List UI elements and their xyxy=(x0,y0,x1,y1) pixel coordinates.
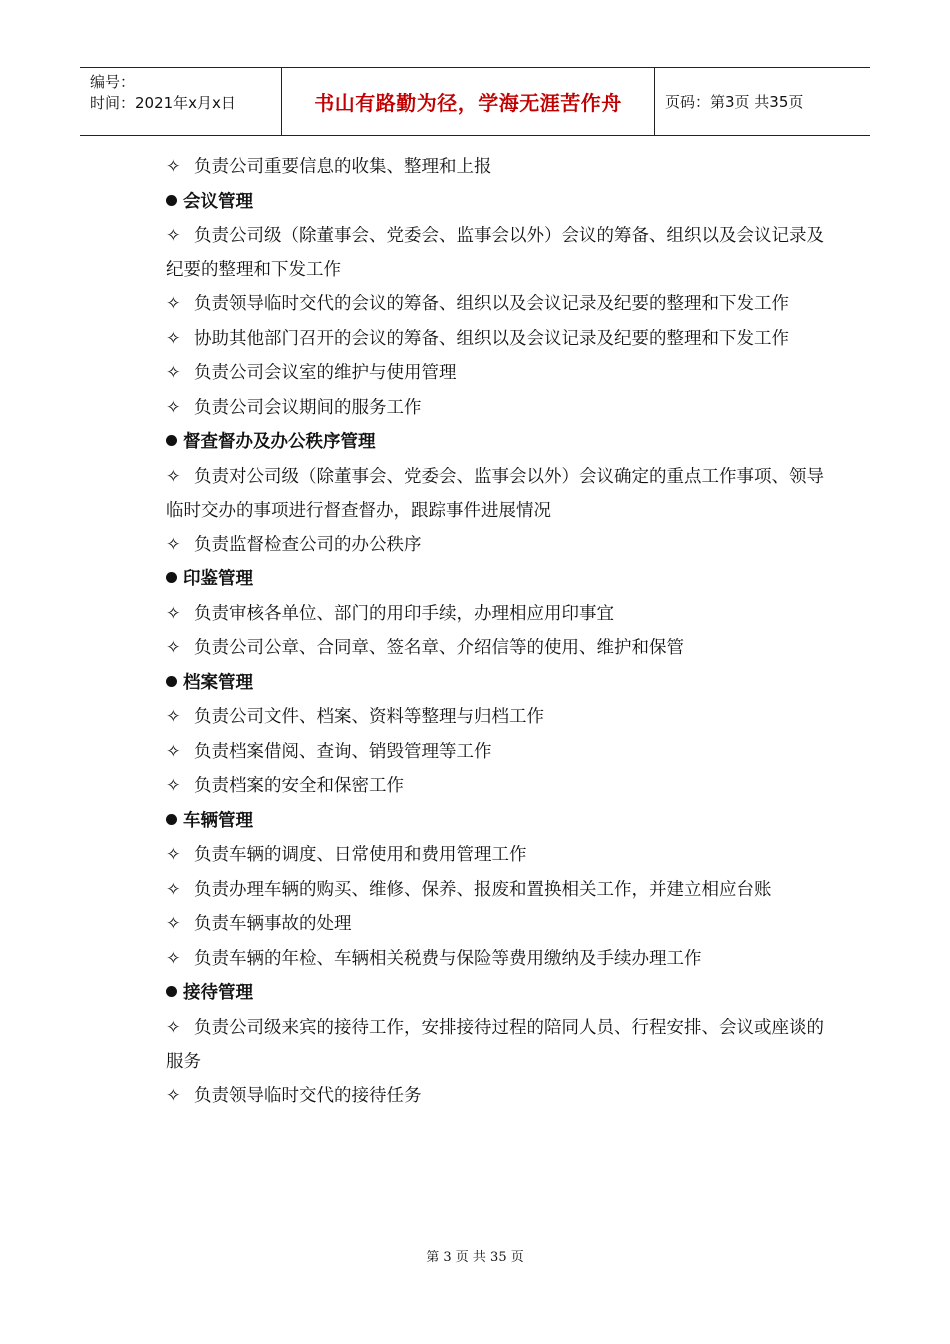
diamond-star-icon: ✧ xyxy=(166,914,181,934)
list-item-text: 负责公司公章、合同章、签名章、介绍信等的使用、维护和保管 xyxy=(194,638,684,658)
page-footer: 第 3 页 共 35 页 xyxy=(426,1250,524,1265)
list-item-text: 负责监督检查公司的办公秩序 xyxy=(194,534,422,555)
header-page-info: 页码：第3页 共35页 xyxy=(665,93,804,111)
list-item-text: 负责档案借阅、查询、销毁管理等工作 xyxy=(194,741,492,762)
section-heading-text: 会议管理 xyxy=(183,191,253,212)
diamond-star-icon: ✧ xyxy=(166,226,181,246)
diamond-star-icon: ✧ xyxy=(166,741,181,762)
list-item xyxy=(166,150,826,185)
section-heading-text: 档案管理 xyxy=(183,672,253,693)
header-meta xyxy=(80,68,282,135)
bullet-dot-icon xyxy=(166,814,177,825)
list-item xyxy=(166,873,826,908)
diamond-star-icon: ✧ xyxy=(166,879,181,900)
bullet-dot-icon xyxy=(166,986,177,997)
section-heading xyxy=(166,185,826,220)
list-item xyxy=(166,700,826,735)
list-item xyxy=(166,735,826,770)
diamond-star-icon: ✧ xyxy=(166,397,181,418)
list-item-text: 负责审核各单位、部门的用印手续，办理相应用印事宜 xyxy=(194,603,614,624)
list-item-text: 负责公司级（除董事会、党委会、监事会以外）会议的筹备、组织以及会议记录及纪要的整理和下发工作 xyxy=(166,226,824,280)
list-item-text: 协助其他部门召开的会议的筹备、组织以及会议记录及纪要的整理和下发工作 xyxy=(194,328,789,349)
list-item xyxy=(166,356,826,391)
list-item xyxy=(166,322,826,357)
section-heading xyxy=(166,666,826,701)
list-item-text: 负责办理车辆的购买、维修、保养、报废和置换相关工作，并建立相应台账 xyxy=(194,879,772,900)
bullet-dot-icon xyxy=(166,572,177,583)
header-motto: 书山有路勤为径，学海无涯苦作舟 xyxy=(282,68,655,135)
diamond-star-icon: ✧ xyxy=(166,845,181,865)
diamond-star-icon: ✧ xyxy=(166,707,181,727)
diamond-star-icon: ✧ xyxy=(166,363,181,383)
list-item-text: 负责公司会议期间的服务工作 xyxy=(194,397,422,418)
list-item-text: 负责车辆的年检、车辆相关税费与保险等费用缴纳及手续办理工作 xyxy=(194,948,702,969)
document-body xyxy=(166,150,826,1113)
list-item-text: 负责公司级来宾的接待工作，安排接待过程的陪同人员、行程安排、会议或座谈的服务 xyxy=(166,1017,824,1072)
list-item-text: 负责领导临时交代的接待任务 xyxy=(194,1085,422,1106)
diamond-star-icon: ✧ xyxy=(166,466,181,487)
page-header xyxy=(80,67,870,136)
list-item-text: 负责公司会议室的维护与使用管理 xyxy=(194,363,457,383)
section-heading xyxy=(166,425,826,460)
list-item xyxy=(166,460,826,528)
list-item-text: 负责对公司级（除董事会、党委会、监事会以外）会议确定的重点工作事项、领导临时交办的事项进行督查督办，跟踪事件进展情况 xyxy=(166,466,824,521)
section-heading-text: 督查督办及办公秩序管理 xyxy=(183,432,376,452)
list-item xyxy=(166,1011,826,1079)
list-item xyxy=(166,219,826,287)
list-item xyxy=(166,1079,826,1114)
list-item xyxy=(166,528,826,563)
list-item-text: 负责公司文件、档案、资料等整理与归档工作 xyxy=(194,707,544,727)
diamond-star-icon: ✧ xyxy=(166,1085,181,1106)
section-heading-text: 印鉴管理 xyxy=(183,569,253,589)
list-item xyxy=(166,838,826,873)
list-item-text: 负责领导临时交代的会议的筹备、组织以及会议记录及纪要的整理和下发工作 xyxy=(194,294,789,314)
bullet-dot-icon xyxy=(166,435,177,446)
section-heading-text: 车辆管理 xyxy=(183,810,253,831)
diamond-star-icon: ✧ xyxy=(166,294,181,314)
document-date: 时间：2021年x月x日 xyxy=(90,94,236,112)
list-item-text: 负责公司重要信息的收集、整理和上报 xyxy=(194,157,492,177)
document-number: 编号： xyxy=(90,73,136,91)
diamond-star-icon: ✧ xyxy=(166,1017,181,1038)
list-item xyxy=(166,769,826,804)
list-item xyxy=(166,631,826,666)
diamond-star-icon: ✧ xyxy=(166,776,181,796)
diamond-star-icon: ✧ xyxy=(166,157,181,177)
list-item-text: 负责档案的安全和保密工作 xyxy=(194,776,404,796)
section-heading-text: 接待管理 xyxy=(183,983,253,1003)
bullet-dot-icon xyxy=(166,676,177,687)
section-heading xyxy=(166,562,826,597)
list-item-text: 负责车辆事故的处理 xyxy=(194,914,352,934)
diamond-star-icon: ✧ xyxy=(166,603,181,624)
list-item xyxy=(166,287,826,322)
section-heading xyxy=(166,804,826,839)
list-item xyxy=(166,391,826,426)
list-item xyxy=(166,907,826,942)
bullet-dot-icon xyxy=(166,195,177,206)
list-item-text: 负责车辆的调度、日常使用和费用管理工作 xyxy=(194,845,527,865)
diamond-star-icon: ✧ xyxy=(166,638,181,658)
diamond-star-icon: ✧ xyxy=(166,328,181,349)
list-item xyxy=(166,597,826,632)
diamond-star-icon: ✧ xyxy=(166,534,181,555)
diamond-star-icon: ✧ xyxy=(166,948,181,969)
section-heading xyxy=(166,976,826,1011)
list-item xyxy=(166,942,826,977)
